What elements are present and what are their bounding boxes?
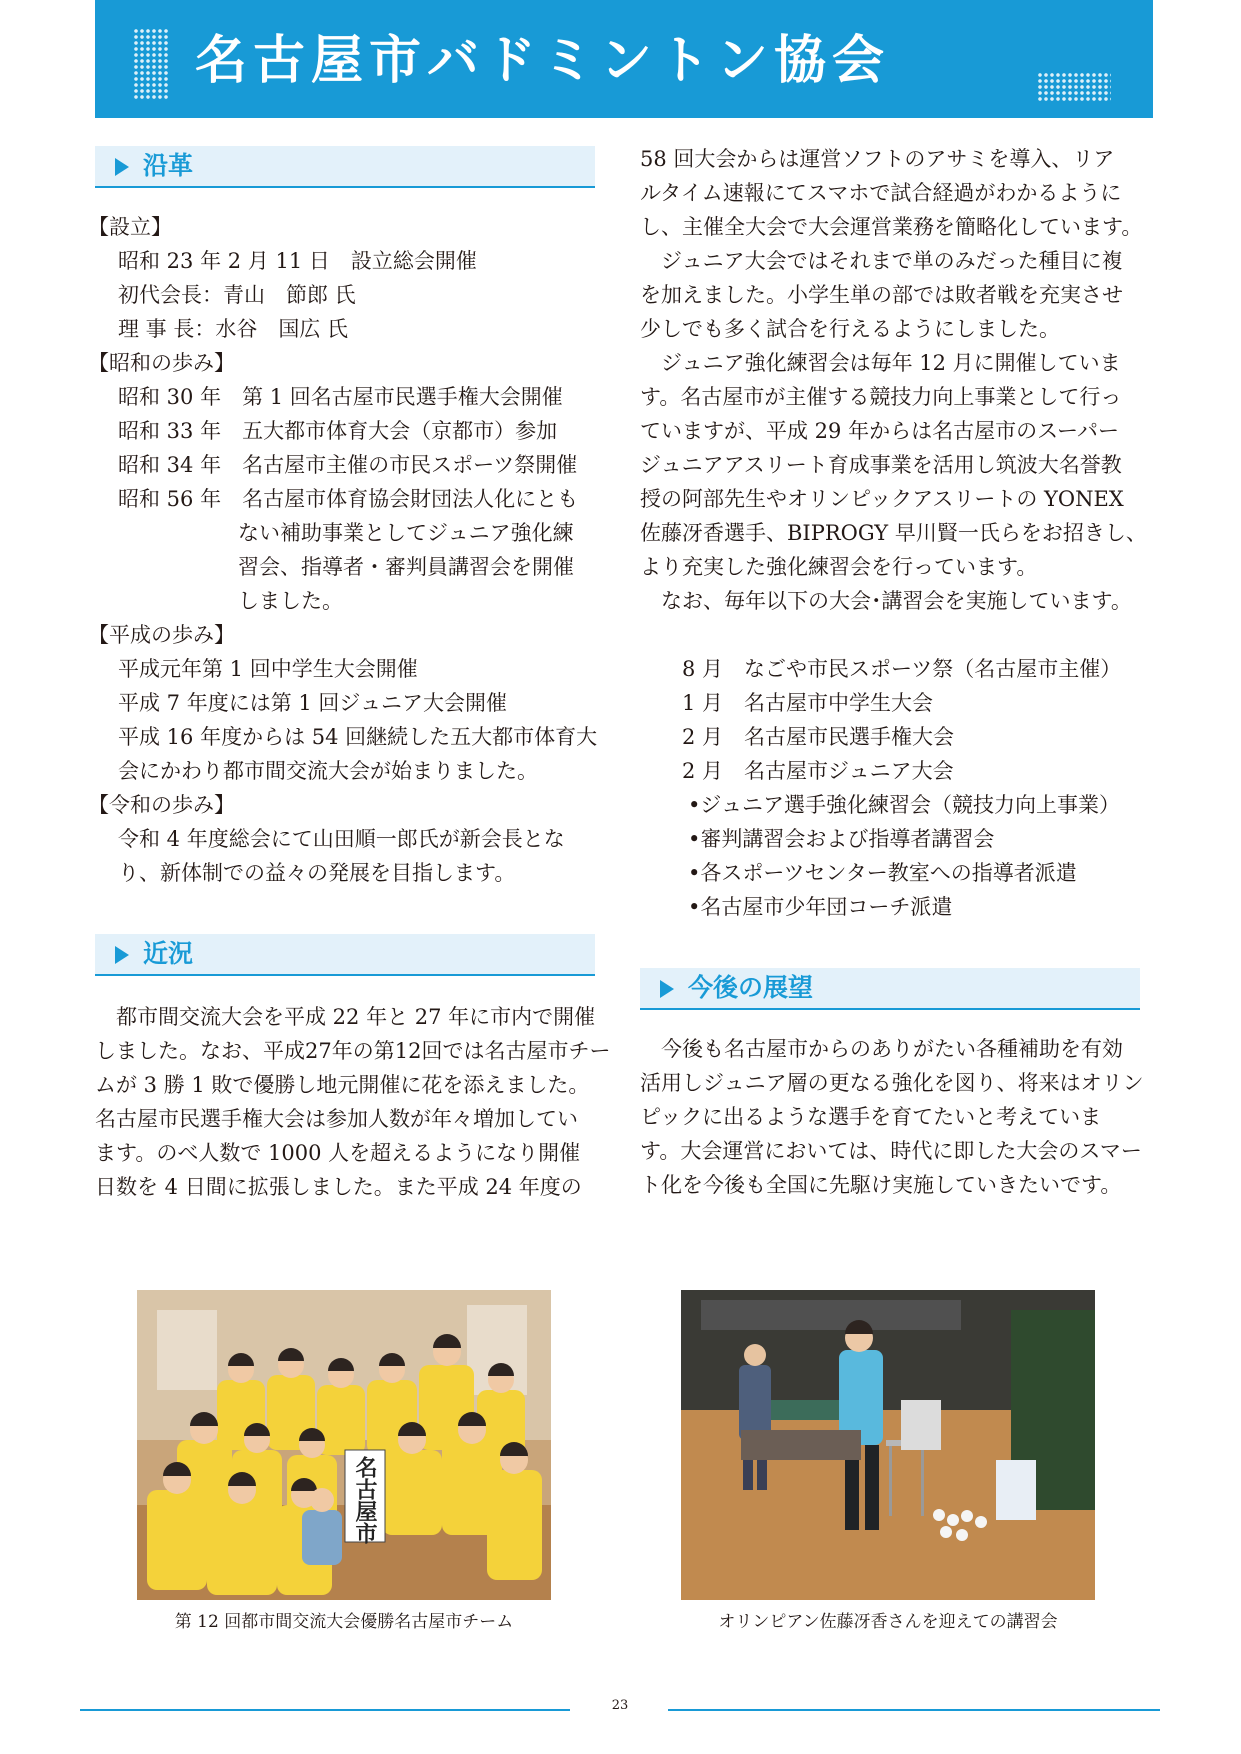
history-label-reiwa: 【令和の歩み】 (88, 793, 235, 817)
history-line: 昭和 23 年 2 月 11 日 設立総会開催 (118, 249, 477, 273)
history-line: 平成元年第 1 回中学生大会開催 (118, 657, 418, 681)
future-line: す。大会運営においては、時代に即した大会のスマー (640, 1139, 1142, 1163)
body-line: より充実した強化練習会を行っています。 (640, 555, 1038, 579)
history-line: 習会、指導者・審判員講習会を開催 (238, 555, 574, 579)
team-sign-text: 名古屋市 (352, 1456, 378, 1544)
history-line: り、新体制での益々の発展を目指します。 (118, 861, 516, 885)
history-label-heisei: 【平成の歩み】 (88, 623, 235, 647)
event-item: 2 月 名古屋市ジュニア大会 (682, 759, 954, 783)
event-item: 1 月 名古屋市中学生大会 (682, 691, 934, 715)
section-heading-label: 今後の展望 (688, 973, 814, 1002)
triangle-icon (660, 980, 674, 998)
history-line: 平成 7 年度には第 1 回ジュニア大会開催 (118, 691, 508, 715)
history-line: 平成 16 年度からは 54 回継続した五大都市体育大 (118, 725, 598, 749)
team-photo-caption: 第 12 回都市間交流大会優勝名古屋市チーム (174, 1612, 514, 1632)
lecture-photo-caption: オリンピアン佐藤冴香さんを迎えての講習会 (718, 1612, 1058, 1632)
future-line: ト化を今後も全国に先駆け実施していきたいです。 (640, 1173, 1122, 1197)
recent-line: しました。なお、平成27年の第12回では名古屋市チー (95, 1039, 611, 1063)
body-line: ジュニア強化練習会は毎年 12 月に開催していま (661, 351, 1121, 375)
history-line: 昭和 56 年 名古屋市体育協会財団法人化にとも (118, 487, 579, 511)
history-line: 昭和 30 年 第 1 回名古屋市民選手権大会開催 (118, 385, 563, 409)
recent-line: 日数を 4 日間に拡張しました。また平成 24 年度の (95, 1175, 582, 1199)
body-line: ていますが、平成 29 年からは名古屋市のスーパー (640, 419, 1119, 443)
event-item: 8 月 なごや市民スポーツ祭（名古屋市主催） (682, 657, 1122, 681)
footer-rule-left (80, 1709, 570, 1711)
lecture-photo (681, 1290, 1095, 1600)
body-line: ジュニアアスリート育成事業を活用し筑波大名誉教 (640, 453, 1122, 477)
page-title: 名古屋市バドミントン協会 (195, 31, 890, 91)
body-line: 授の阿部先生やオリンピックアスリートの YONEX (640, 487, 1124, 511)
history-line: しました。 (238, 589, 343, 613)
header-banner (95, 0, 1153, 118)
recent-line: 都市間交流大会を平成 22 年と 27 年に市内で開催 (116, 1005, 596, 1029)
history-line: 昭和 33 年 五大都市体育大会（京都市）参加 (118, 419, 558, 443)
body-line: す。名古屋市が主催する競技力向上事業として行っ (640, 385, 1122, 409)
history-line: 理 事 長：水谷 国広 氏 (118, 317, 349, 341)
footer-rule-right (668, 1709, 1160, 1711)
event-item: •名古屋市少年団コーチ派遣 (688, 895, 953, 919)
section-heading-label: 近況 (143, 939, 194, 968)
event-item: •各スポーツセンター教室への指導者派遣 (688, 861, 1077, 885)
history-line: ない補助事業としてジュニア強化練 (238, 521, 574, 545)
future-line: ピックに出るような選手を育てたいと考えていま (640, 1105, 1102, 1129)
history-line: 会にかわり都市間交流大会が始まりました。 (118, 759, 538, 783)
event-item: 2 月 名古屋市民選手権大会 (682, 725, 955, 749)
recent-line: 名古屋市民選手権大会は参加人数が年々増加してい (95, 1107, 578, 1131)
team-photo (137, 1290, 551, 1600)
body-line: を加えました。小学生単の部では敗者戦を充実させ (640, 283, 1123, 307)
future-line: 今後も名古屋市からのありがたい各種補助を有効 (661, 1037, 1123, 1061)
section-heading-label: 沿革 (143, 151, 194, 180)
history-line: 令和 4 年度総会にて山田順一郎氏が新会長とな (118, 827, 565, 851)
page-number: 23 (611, 1698, 629, 1713)
triangle-icon (115, 158, 129, 176)
section-heading-recent (95, 934, 595, 976)
recent-line: ます。のべ人数で 1000 人を超えるようになり開催 (95, 1141, 581, 1165)
triangle-icon (115, 946, 129, 964)
body-line: 佐藤冴香選手、BIPROGY 早川賢一氏らをお招きし、 (640, 521, 1147, 545)
body-line: し、主催全大会で大会運営業務を簡略化しています。 (640, 215, 1143, 239)
future-line: 活用しジュニア層の更なる強化を図り、将来はオリン (640, 1071, 1144, 1095)
section-heading-future (640, 968, 1140, 1010)
history-line: 昭和 34 年 名古屋市主催の市民スポーツ祭開催 (118, 453, 578, 477)
history-label-founding: 【設立】 (88, 215, 172, 239)
recent-line: ムが 3 勝 1 敗で優勝し地元開催に花を添えました。 (95, 1073, 590, 1097)
dot-pattern-right (1037, 72, 1111, 102)
body-line: 少しでも多く試合を行えるようにしました。 (640, 317, 1060, 341)
section-heading-history (95, 146, 595, 188)
body-line: なお、毎年以下の大会･講習会を実施しています。 (661, 589, 1132, 613)
event-item: •審判講習会および指導者講習会 (688, 827, 995, 851)
body-line: ルタイム速報にてスマホで試合経過がわかるように (640, 181, 1122, 205)
body-line: ジュニア大会ではそれまで単のみだった種目に複 (661, 249, 1123, 273)
event-item: •ジュニア選手強化練習会（競技力向上事業） (688, 793, 1120, 817)
dot-pattern-left (133, 28, 169, 100)
body-line: 58 回大会からは運営ソフトのアサミを導入、リア (640, 147, 1115, 171)
history-line: 初代会長：青山 節郎 氏 (118, 283, 356, 307)
history-label-showa: 【昭和の歩み】 (88, 351, 235, 375)
